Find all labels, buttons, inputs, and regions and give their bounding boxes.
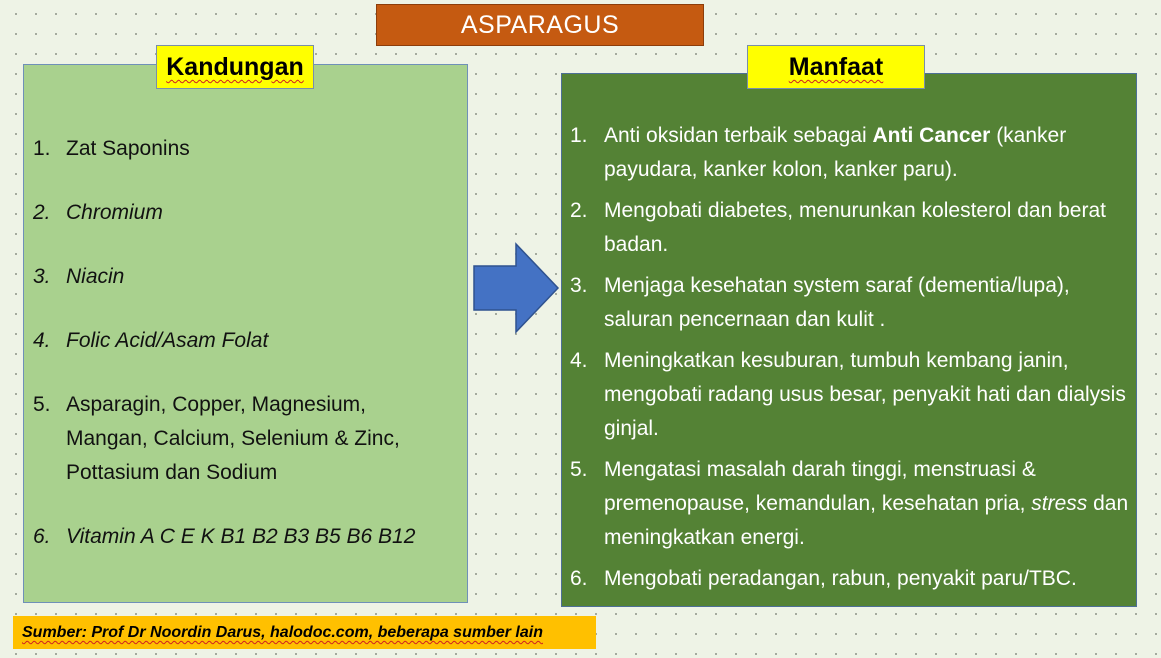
manfaat-item: 5. Mengatasi masalah darah tinggi, menstruasi & premenopause, kemandulan, kesehatan pria, stress dan meningkatkan energi. <box>570 458 1129 549</box>
kandungan-item: 6. Vitamin A C E K B1 B2 B3 B5 B6 B12 <box>33 525 416 548</box>
kandungan-label <box>156 45 314 89</box>
kandungan-item-text: Chromium <box>66 201 163 224</box>
kandungan-item-text: Zat Saponins <box>66 137 190 160</box>
manfaat-item: 2. Mengobati diabetes, menurunkan kolesterol dan berat badan. <box>570 199 1106 256</box>
source-note <box>13 616 596 649</box>
manfaat-label <box>747 45 925 89</box>
kandungan-item-text: Niacin <box>66 265 125 288</box>
kandungan-item: 4. Folic Acid/Asam Folat <box>33 329 269 352</box>
manfaat-item: 3. Menjaga kesehatan system saraf (dementia/lupa), saluran pencernaan dan kulit . <box>570 274 1070 331</box>
manfaat-item: 6. Mengobati peradangan, rabun, penyakit paru/TBC. <box>570 567 1077 590</box>
kandungan-item-line: Mangan, Calcium, Selenium & Zinc, <box>66 427 400 450</box>
manfaat-label-text: Manfaat <box>788 53 884 81</box>
kandungan-item-text: Folic Acid/Asam Folat <box>66 329 269 352</box>
kandungan-item: 2. Chromium <box>33 201 163 224</box>
kandungan-item: 1. Zat Saponins <box>33 137 190 160</box>
kandungan-item-line: Asparagin, Copper, Magnesium, <box>66 393 366 416</box>
kandungan-item-text: Vitamin A C E K B1 B2 B3 B5 B6 B12 <box>66 525 416 548</box>
manfaat-list <box>570 119 1130 596</box>
manfaat-item: 1. Anti oksidan terbaik sebagai Anti Cancer (kanker payudara, kanker kolon, kanker paru). <box>570 124 1067 181</box>
manfaat-item: 4. Meningkatkan kesuburan, tumbuh kembang janin, mengobati radang usus besar, penyakit hati dan dialysis ginjal. <box>570 349 1126 440</box>
kandungan-item: 3. Niacin <box>33 265 125 288</box>
kandungan-item: 5. Asparagin, Copper, Magnesium, Mangan, Calcium, Selenium & Zinc, Pottasium dan Sodium <box>33 393 400 484</box>
source-text: Sumber: Prof Dr Noordin Darus, halodoc.com, beberapa sumber lain <box>22 624 543 641</box>
kandungan-list <box>33 132 463 554</box>
kandungan-item-line: Pottasium dan Sodium <box>66 461 278 484</box>
kandungan-label-text: Kandungan <box>166 53 304 81</box>
page-title: ASPARAGUS <box>376 4 704 46</box>
right-arrow-icon <box>470 240 562 336</box>
